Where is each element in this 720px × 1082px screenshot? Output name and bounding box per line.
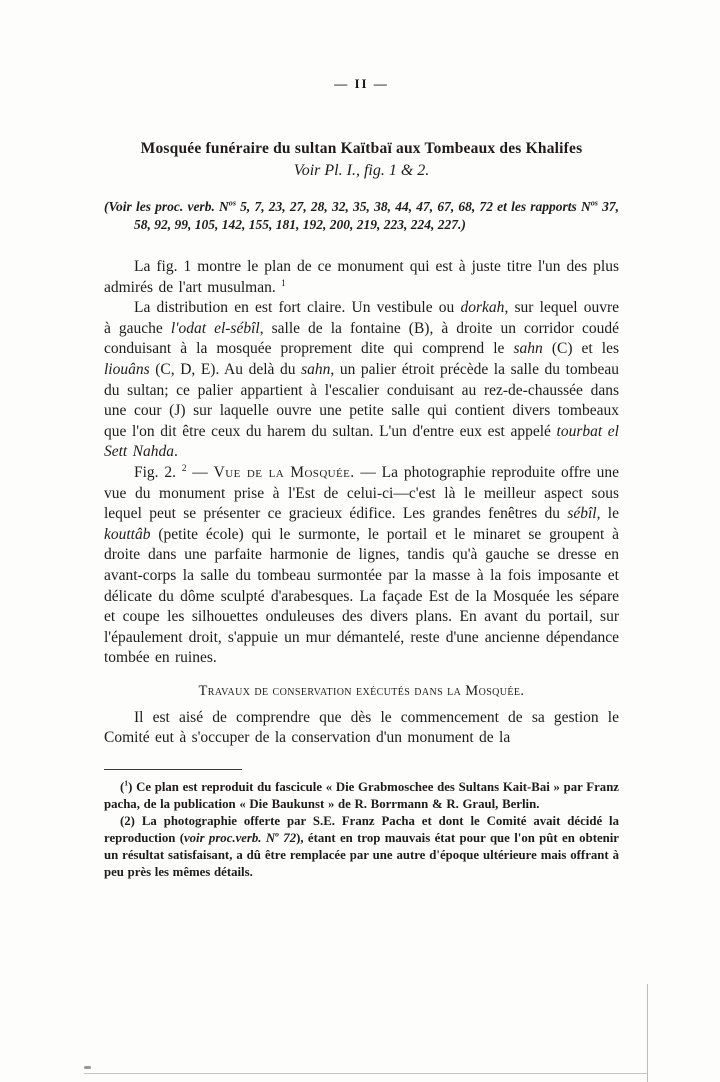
footnote-divider (104, 769, 242, 770)
text-run: Il est aisé de comprendre que dès le commencement de sa gestion le Comité eut à s'occuper de la conservation d'un monument de la (104, 708, 619, 747)
text-run: liouâns (104, 360, 150, 378)
text-run: (Voir les proc. verb. N (104, 199, 229, 214)
scan-edge-bottom (84, 1073, 647, 1074)
text-run: kouttâb (104, 525, 151, 543)
text-run: , sur lequel ouvre à gauche (104, 299, 620, 337)
text-run: ) Ce plan est reproduit du fascicule « Die Grabmoschee des Sultans Kait-Bai » par Franz pacha, de la publication « Die Baukunst » de R. Borrmann & R. Graul, Berlin. (104, 780, 619, 812)
text-run: voir proc.verb. N (183, 831, 276, 846)
text-run: Travaux de conservation exécutés dans la Mosquée. (198, 682, 525, 699)
text-run: , le (596, 505, 619, 523)
footnotes (104, 779, 619, 881)
text-run: 72 (278, 831, 297, 846)
section-heading (104, 683, 619, 700)
scan-artifact-speck (84, 1066, 91, 1069)
article-subtitle: Voir Pl. I., fig. 1 & 2. (293, 162, 430, 179)
text-run: , salle de la fontaine (B), à droite un corridor coudé conduisant à la mosquée proprement dite qui comprend le (104, 319, 619, 358)
paragraph (104, 463, 619, 669)
paragraph (104, 708, 619, 749)
superscript-marker: o (275, 829, 279, 839)
text-run: — La photographie reproduite offre une vue du monument prise à l'Est de celui-ci—c'est là le meilleur aspect sous lequel peut se présenter ce gracieux édifice. Les grandes fenêtres du (104, 463, 619, 523)
text-block (104, 76, 619, 881)
text-run: 37, 58, 92, 99, 105, 142, 155, 181, 192, 200, 219, 223, 224, 227.) (134, 199, 620, 232)
text-run: (petite école) qui le surmonte, le portail et le minaret se groupent à droite dans une parfaite harmonie de lignes, tandis qu'à gauche se dresse en avant-corps la salle du tombeau surmontée par la masse à la fois imposante et délicate du dôme sculpté d'arabesques. La façade Est de la Mosquée les sépare et coupe les silhouettes onduleuses des divers plans. En avant du portail, sur l'épaulement droit, s'appuie un mur démantelé, reste d'une ancienne dépendance tombée en ruines. (104, 525, 619, 667)
text-run: ( (120, 780, 125, 795)
reference-note (104, 198, 619, 233)
text-run: , un palier étroit précède la salle du tombeau du sultan; ce palier appartient à l'escalier conduisant au rez-de-chaussée dans une cour (J) sur laquelle ouvre une petite salle qui contient divers tombeaux que l'on dit être ceux du harem du sultan. L'un d'entre eux est appelé (104, 360, 619, 440)
article-title: Mosquée funéraire du sultan Kaïtbaï aux Tombeaux des Khalifes (140, 140, 583, 157)
footnote (104, 779, 619, 813)
superscript-marker: 1 (281, 278, 286, 289)
superscript-marker: 1 (124, 778, 129, 788)
paragraph (104, 257, 619, 298)
text-run: (C, D, E). Au delà du (149, 360, 302, 378)
text-run: sébîl (567, 505, 597, 523)
footnote (104, 813, 619, 881)
page-number: — II — (334, 76, 389, 91)
text-run: Vue de la Mosquée. (213, 463, 355, 481)
text-run: La distribution en est fort claire. Un vestibule ou (134, 299, 461, 317)
text-run: La fig. 1 montre le plan de ce monument qui est à juste titre l'un des plus admirés de l'art musulman. (104, 258, 619, 296)
text-run: 5, 7, 23, 27, 28, 32, 35, 38, 44, 47, 67, 68, 72 et les rapports N (235, 199, 591, 214)
text-run: sahn (301, 360, 331, 378)
text-run: (C) et les (542, 340, 619, 358)
text-run: — (186, 463, 214, 481)
text-run: dorkah (460, 299, 505, 317)
paragraph (104, 298, 619, 463)
scan-edge-right (647, 984, 648, 1082)
text-run: . (173, 443, 178, 461)
text-run: l'odat el-sébîl (170, 319, 260, 337)
article-body (104, 257, 619, 749)
text-run: (2) La photographie offerte par S.E. Franz Pacha et dont le Comité avait décidé la reproduction ( (104, 814, 619, 846)
superscript-marker: os (228, 198, 236, 208)
text-run: Fig. 2. (134, 463, 182, 481)
text-run: tourbat el Sett Nahda (104, 422, 619, 461)
superscript-marker: os (590, 198, 598, 208)
text-run: sahn (513, 340, 543, 358)
text-run: ), étant en trop mauvais état pour que l'on pût en obtenir un résultat satisfaisant, a dû être remplacée par une autre d'époque ultérieure mais offrant à peu près les mêmes détails. (104, 831, 619, 880)
superscript-marker: 2 (181, 463, 187, 474)
